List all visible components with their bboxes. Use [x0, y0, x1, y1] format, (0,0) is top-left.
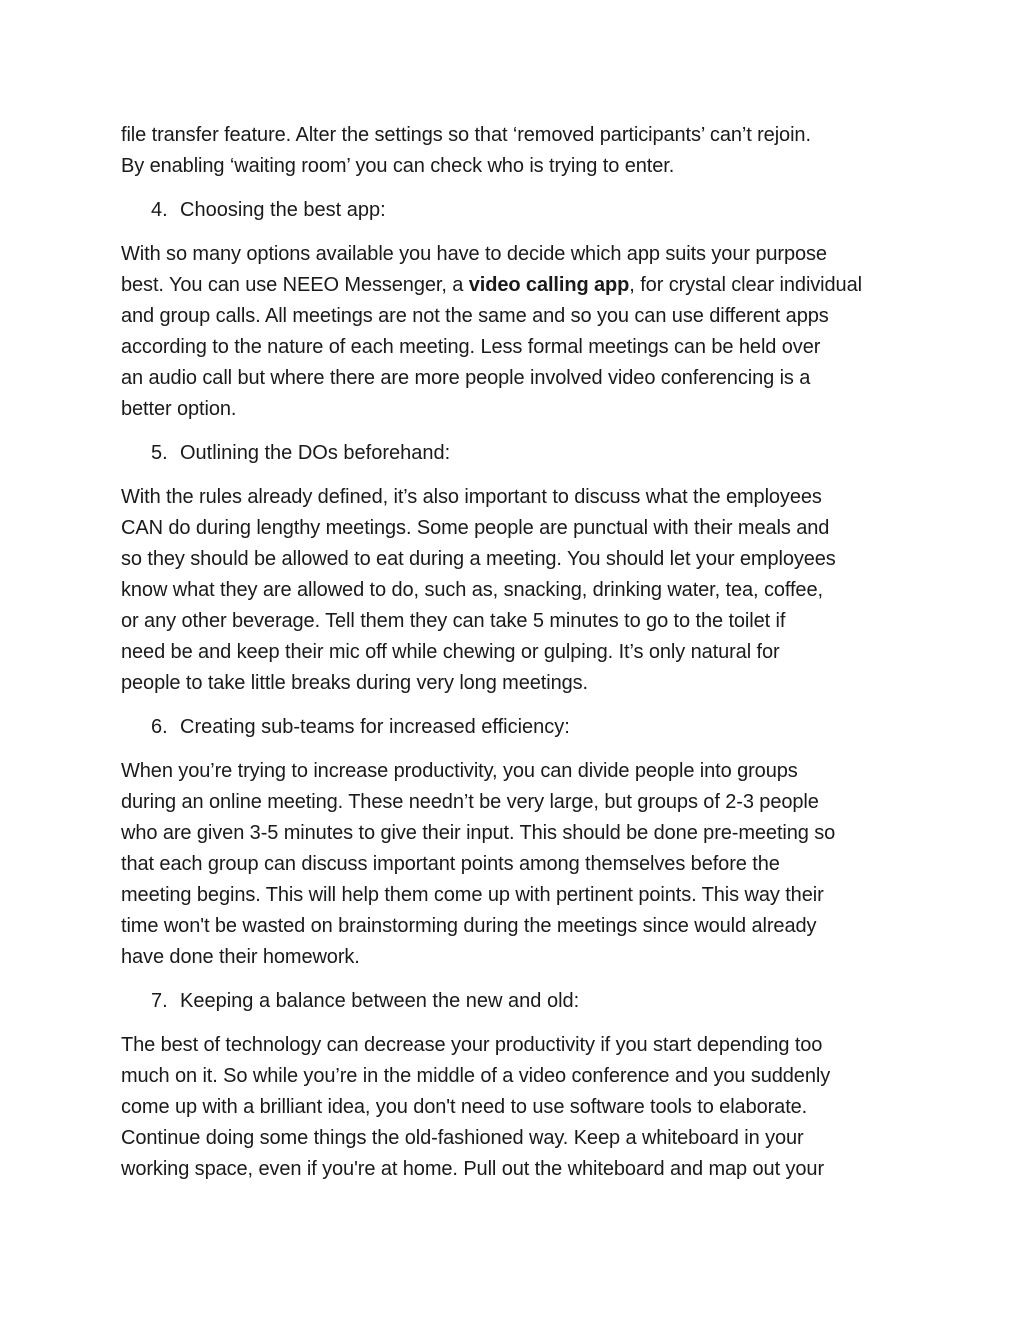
text-line: working space, even if you're at home. Pull out the whiteboard and map out your [121, 1158, 824, 1180]
section-heading-4 [151, 195, 911, 226]
text-line: With the rules already defined, it’s also important to discuss what the employees [121, 486, 822, 508]
text-line: With so many options available you have to decide which app suits your purpose [121, 243, 827, 265]
intro-paragraph [121, 120, 911, 182]
text-line: or any other beverage. Tell them they can take 5 minutes to go to the toilet if [121, 610, 786, 632]
text-line: and group calls. All meetings are not the same and so you can use different apps [121, 305, 829, 327]
text-line: CAN do during lengthy meetings. Some people are punctual with their meals and [121, 517, 830, 539]
heading-text: Choosing the best app: [180, 199, 386, 221]
text-line: know what they are allowed to do, such as, snacking, drinking water, tea, coffee, [121, 579, 823, 601]
text-fragment: best. You can use NEEO Messenger, a [121, 274, 469, 296]
heading-text: Creating sub-teams for increased efficiency: [180, 716, 570, 738]
text-line: come up with a brilliant idea, you don't need to use software tools to elaborate. [121, 1096, 808, 1118]
text-line: When you’re trying to increase productivity, you can divide people into groups [121, 760, 798, 782]
heading-text: Outlining the DOs beforehand: [180, 442, 451, 464]
section-6-paragraph [121, 756, 911, 973]
section-heading-7 [151, 986, 911, 1017]
text-line: much on it. So while you’re in the middle of a video conference and you suddenly [121, 1065, 831, 1087]
text-line: time won't be wasted on brainstorming during the meetings since would already [121, 915, 817, 937]
text-line: Continue doing some things the old-fashioned way. Keep a whiteboard in your [121, 1127, 804, 1149]
section-7-paragraph [121, 1030, 911, 1185]
text-line: people to take little breaks during very long meetings. [121, 672, 588, 694]
text-fragment: , for crystal clear individual [629, 274, 862, 296]
document-page [121, 120, 911, 1198]
list-number: 5. [151, 442, 168, 464]
text-line: who are given 3-5 minutes to give their input. This should be done pre-meeting so [121, 822, 836, 844]
text-line: have done their homework. [121, 946, 360, 968]
text-line: so they should be allowed to eat during a meeting. You should let your employees [121, 548, 836, 570]
list-number: 7. [151, 990, 168, 1012]
text-line: The best of technology can decrease your productivity if you start depending too [121, 1034, 823, 1056]
text-line: By enabling ‘waiting room’ you can check who is trying to enter. [121, 155, 675, 177]
text-line: file transfer feature. Alter the settings so that ‘removed participants’ can’t rejoin. [121, 124, 811, 146]
list-number: 4. [151, 199, 168, 221]
section-4-paragraph [121, 239, 911, 425]
text-line: better option. [121, 398, 237, 420]
section-heading-6 [151, 712, 911, 743]
text-line: meeting begins. This will help them come up with pertinent points. This way their [121, 884, 824, 906]
section-5-paragraph [121, 482, 911, 699]
text-line: need be and keep their mic off while chewing or gulping. It’s only natural for [121, 641, 780, 663]
text-line: during an online meeting. These needn’t be very large, but groups of 2-3 people [121, 791, 819, 813]
text-line: that each group can discuss important points among themselves before the [121, 853, 780, 875]
section-heading-5 [151, 438, 911, 469]
list-number: 6. [151, 716, 168, 738]
heading-text: Keeping a balance between the new and old: [180, 990, 580, 1012]
text-line: according to the nature of each meeting. Less formal meetings can be held over [121, 336, 821, 358]
text-line: an audio call but where there are more people involved video conferencing is a [121, 367, 811, 389]
text-line-with-bold [121, 270, 911, 301]
bold-link-text: video calling app [468, 274, 630, 296]
